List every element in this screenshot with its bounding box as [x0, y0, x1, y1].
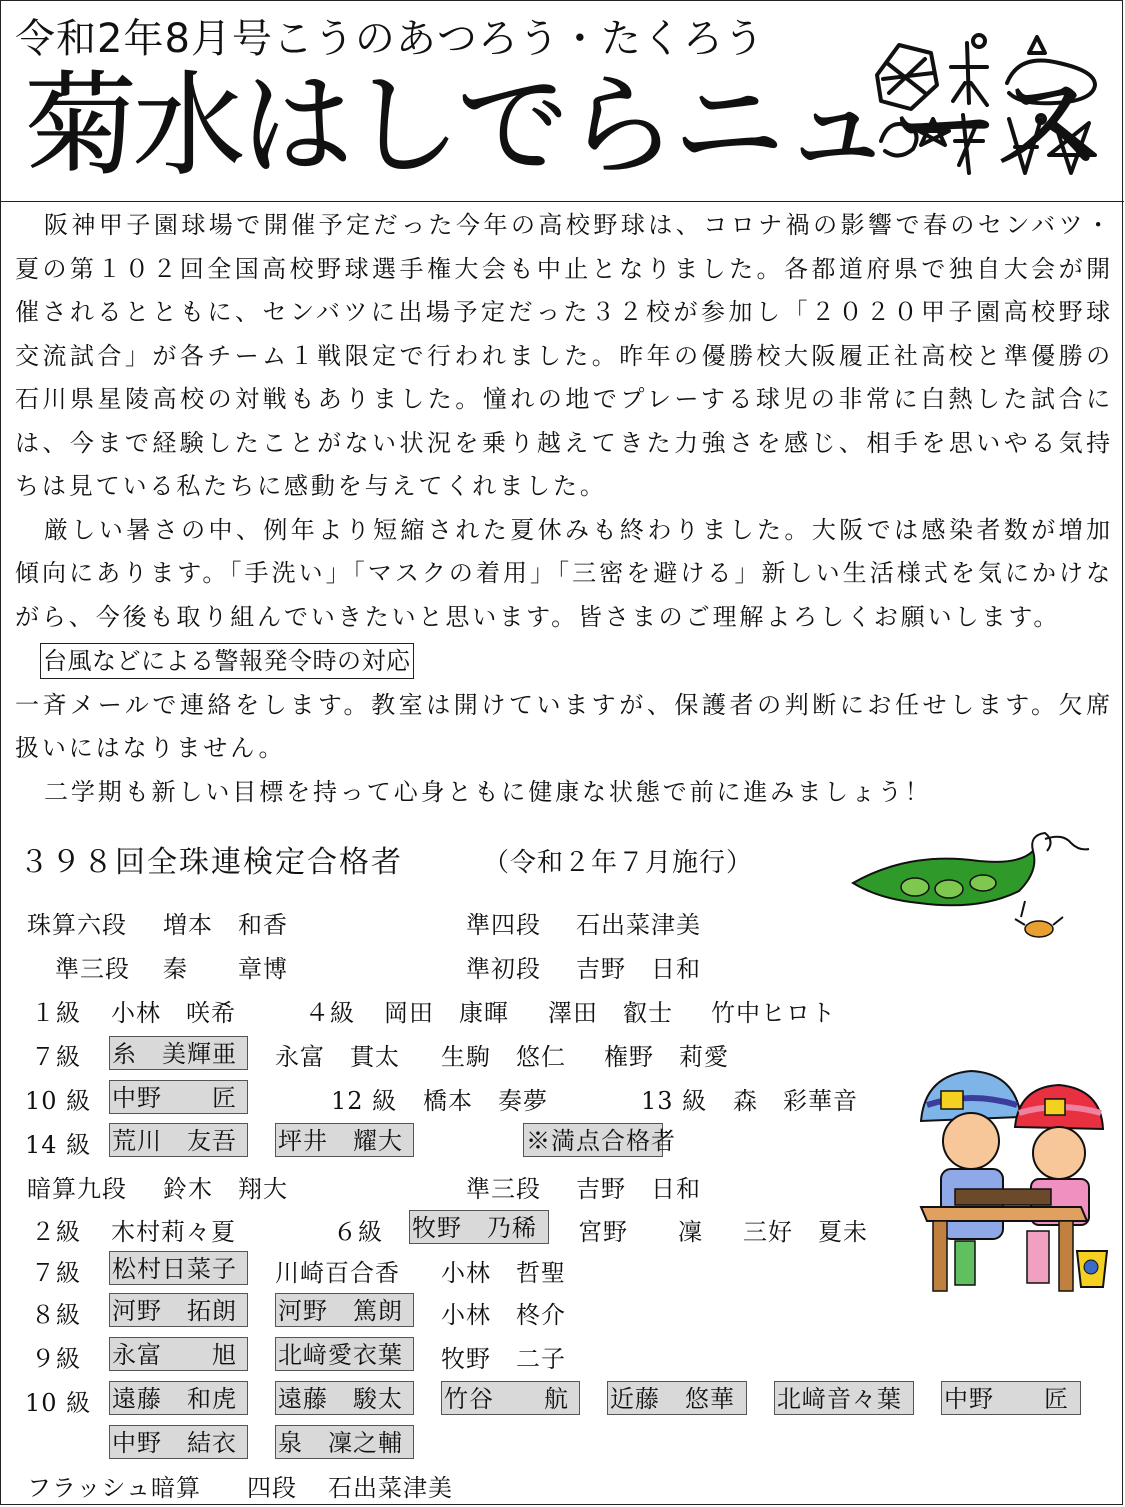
perfect-score-name: 近藤 悠華 [607, 1381, 747, 1415]
article-paragraph-3: 二学期も新しい目標を持って心身ともに健康な状態で前に進みましょう！ [44, 777, 932, 806]
article-paragraph-2: 厳しい暑さの中、例年より短縮された夏休みも終わりました。大阪では感染者数が増加傾向にあります。「手洗い」「マスクの着用」「三密を避ける」新しい生活様式を気にかけながら、今後も取り組んでいきたいと思います。皆さまのご理解よろしくお願いします。 [15, 515, 1113, 631]
anzan-kyu8-name: 小林 柊介 [441, 1301, 566, 1329]
anzan-kyu7-name: 川崎百合香 [275, 1259, 400, 1287]
soroban-kyu4-name: 竹中ヒロト [711, 999, 836, 1027]
masthead-title: 菊水はしでらニュース [25, 61, 1100, 191]
soroban-kyu7-name: 生駒 悠仁 [441, 1043, 566, 1071]
soroban-kyu13-label: 13 級 [641, 1087, 708, 1115]
soroban-dan6-label: 珠算六段 [27, 911, 127, 939]
soroban-kyu7-name: 権野 莉愛 [604, 1043, 729, 1071]
perfect-score-name: 松村日菜子 [109, 1251, 248, 1285]
masthead-kicker: 令和2年8月号こうのあつろう・たくろう [15, 16, 765, 62]
flash-name: 石出菜津美 [328, 1474, 453, 1502]
results-date: （令和２年７月施行） [483, 848, 754, 878]
soroban-kyu1-label: １級 [31, 999, 81, 1027]
perfect-score-name: 荒川 友吾 [109, 1123, 248, 1157]
soroban-kyu1-name: 小林 咲希 [111, 999, 236, 1027]
perfect-score-name: 坪井 耀大 [275, 1123, 414, 1157]
soroban-kyu7-name: 永富 貫太 [275, 1043, 400, 1071]
soroban-jun1-name: 吉野 日和 [576, 955, 701, 983]
soroban-kyu4-name: 澤田 叡士 [548, 999, 673, 1027]
anzan-jun3-label: 準三段 [466, 1175, 541, 1203]
anzan-kyu7-label: ７級 [31, 1259, 81, 1287]
soroban-kyu10-label: 10 級 [25, 1087, 92, 1115]
perfect-score-name: 遠藤 和虎 [109, 1381, 248, 1415]
anzan-dan9-name: 鈴木 翔大 [163, 1175, 288, 1203]
soroban-jun3-label: 準三段 [55, 955, 130, 983]
edamame-illustration [849, 831, 1099, 946]
perfect-score-name: 中野 結衣 [109, 1425, 248, 1459]
anzan-kyu6-name: 三好 夏未 [743, 1218, 868, 1246]
perfect-score-name: 糸 美輝亜 [109, 1036, 248, 1070]
soroban-kyu4-name: 岡田 康暉 [384, 999, 509, 1027]
soroban-jun1-label: 準初段 [466, 955, 541, 983]
article-paragraph-1: 阪神甲子園球場で開催予定だった今年の高校野球は、コロナ禍の影響で春のセンバツ・夏の第１０２回全国高校野球選手権大会も中止となりました。各都道府県で独自大会が開催されるとともに、センバツに出場予定だった３２校が参加し「２０２０甲子園高校野球交流試合」が各チーム１戦限定で行われました。昨年の優勝校大阪履正社高校と準優勝の石川県星陵高校の対戦もありました。憧れの地でプレーする球児の非常に白熱した試合には、今まで経験したことがない状況を乗り越えてきた力強さを感じ、相手を思いやる気持ちは見ている私たちに感動を与えてくれました。 [15, 211, 1113, 500]
soroban-jun4-name: 石出菜津美 [576, 911, 701, 939]
soroban-jun4-label: 準四段 [466, 911, 541, 939]
anzan-kyu2-label: ２級 [31, 1218, 81, 1246]
anzan-kyu9-name: 牧野 二子 [441, 1345, 566, 1373]
notice-heading: 台風などによる警報発令時の対応 [40, 643, 414, 679]
anzan-kyu9-label: ９級 [31, 1345, 81, 1373]
results-title: ３９８回全珠連検定合格者 [19, 845, 403, 880]
perfect-score-name: 遠藤 駿太 [275, 1381, 414, 1415]
soroban-jun3-name: 秦 章博 [163, 955, 288, 983]
anzan-jun3-name: 吉野 日和 [576, 1175, 701, 1203]
perfect-score-name: 中野 匠 [941, 1381, 1081, 1415]
children-abacus-illustration [911, 1061, 1111, 1301]
soroban-kyu12-label: 12 級 [331, 1087, 398, 1115]
perfect-score-name: 牧野 乃稀 [409, 1210, 549, 1244]
perfect-score-name: 永富 旭 [109, 1337, 248, 1371]
perfect-score-name: 竹谷 航 [441, 1381, 580, 1415]
perfect-score-name: 北﨑音々葉 [774, 1381, 914, 1415]
anzan-kyu8-label: ８級 [31, 1301, 81, 1329]
perfect-score-name: 河野 篤朗 [275, 1293, 414, 1327]
school-logo-doodle [859, 23, 1109, 193]
masthead [1, 1, 1124, 202]
soroban-kyu14-label: 14 級 [25, 1131, 92, 1159]
notice-text: 一斉メールで連絡をします。教室は開けていますが、保護者の判断にお任せします。欠席扱いにはなりません。 [15, 690, 1113, 762]
perfect-score-name: 北﨑愛衣葉 [275, 1337, 414, 1371]
anzan-kyu10-label: 10 級 [25, 1389, 92, 1417]
perfect-score-note: ※満点合格者 [523, 1123, 663, 1157]
anzan-kyu6-label: ６級 [333, 1218, 383, 1246]
anzan-kyu2-name: 木村莉々夏 [111, 1218, 236, 1246]
flash-rank: 四段 [247, 1474, 297, 1502]
soroban-kyu12-name: 橋本 奏夢 [423, 1087, 548, 1115]
article-body [15, 204, 1113, 814]
perfect-score-name: 河野 拓朗 [109, 1293, 248, 1327]
perfect-score-name: 中野 匠 [109, 1080, 248, 1114]
anzan-dan9-label: 暗算九段 [27, 1175, 127, 1203]
anzan-kyu7-name: 小林 哲聖 [441, 1259, 566, 1287]
flash-label: フラッシュ暗算 [27, 1474, 202, 1502]
anzan-kyu6-name: 宮野 凜 [578, 1218, 703, 1246]
soroban-dan6-name: 増本 和香 [163, 911, 288, 939]
soroban-kyu13-name: 森 彩華音 [733, 1087, 858, 1115]
perfect-score-name: 泉 凜之輔 [275, 1425, 414, 1459]
soroban-kyu4-label: ４級 [305, 999, 355, 1027]
soroban-kyu7-label: ７級 [31, 1043, 81, 1071]
